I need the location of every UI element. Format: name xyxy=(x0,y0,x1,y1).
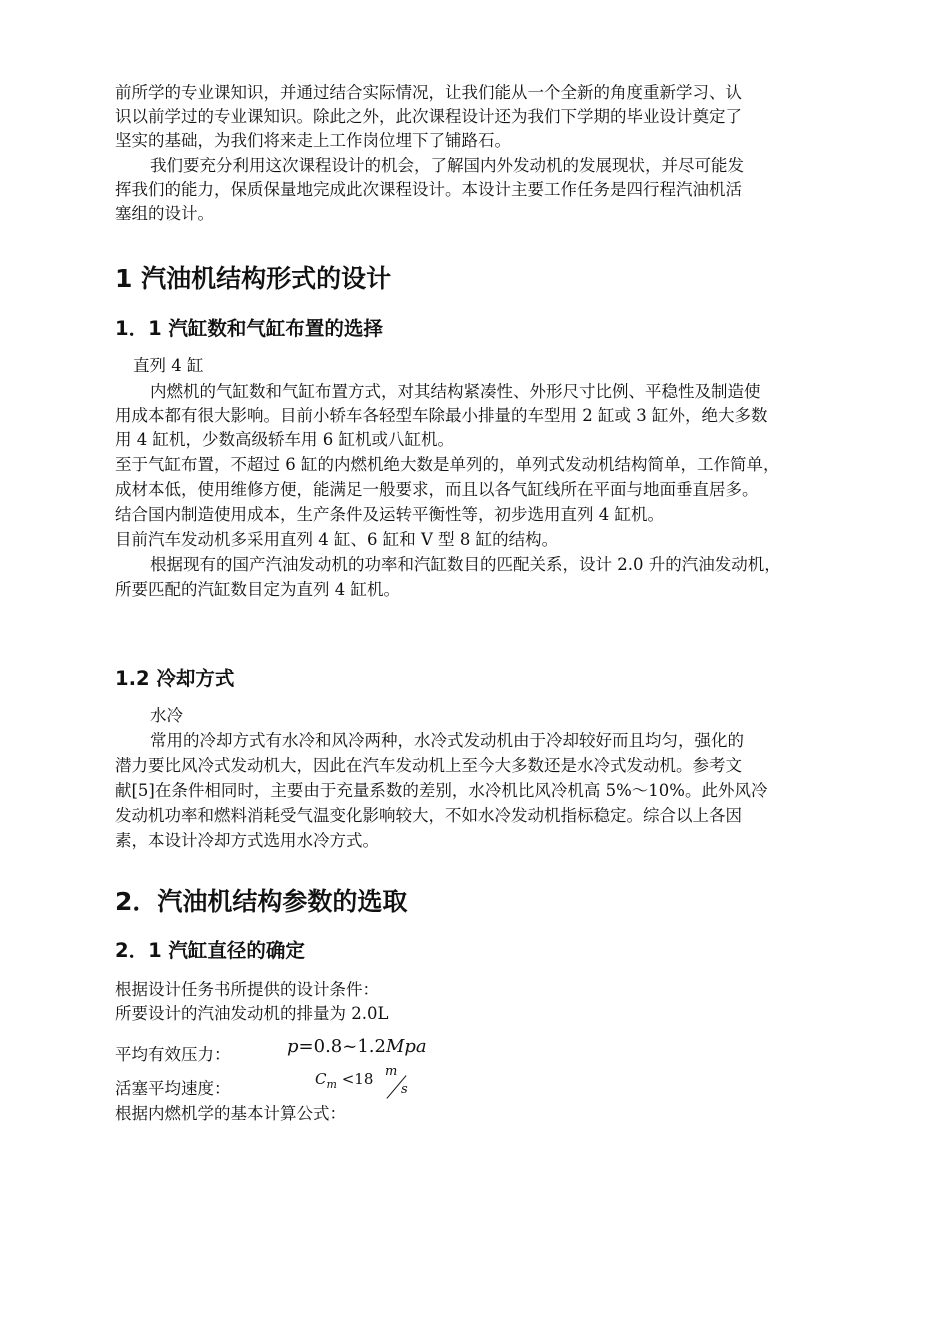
s11-line: 所要匹配的汽缸数目定为直列 4 缸机。 xyxy=(115,580,400,599)
s21-line: 根据设计任务书所提供的设计条件： xyxy=(115,980,379,999)
intro-line-1: 前所学的专业课知识，并通过结合实际情况，让我们能从一个全新的角度重新学习、认 xyxy=(115,83,742,102)
formula-num: m xyxy=(385,1064,398,1079)
s11-line: 结合国内制造使用成本，生产条件及运转平衡性等，初步选用直列 4 缸机。 xyxy=(115,505,664,524)
pressure-formula xyxy=(287,1036,427,1057)
intro-line-5: 挥我们的能力，保质保量地完成此次课程设计。本设计主要工作任务是四行程汽油机活 xyxy=(115,180,742,199)
formula-unit: Mpa xyxy=(385,1036,427,1057)
section-1-1-heading: 1．1 汽缸数和气缸布置的选择 xyxy=(115,317,383,340)
s11-line: 至于气缸布置，不超过 6 缸的内燃机绝大数是单列的，单列式发动机结构简单，工作简单， xyxy=(115,455,780,474)
section-2-heading: 2．汽油机结构参数的选取 xyxy=(115,887,408,916)
speed-label: 活塞平均速度： xyxy=(115,1079,231,1098)
intro-line-2: 识以前学过的专业课知识。除此之外，此次课程设计还为我们下学期的毕业设计奠定了 xyxy=(115,107,742,126)
s11-line: 内燃机的气缸数和气缸布置方式，对其结构紧凑性、外形尺寸比例、平稳性及制造使 xyxy=(150,382,761,401)
section-1-1-answer: 直列 4 缸 xyxy=(133,356,204,375)
formula-den: s xyxy=(401,1082,408,1097)
s12-line: 献[5]在条件相同时，主要由于充量系数的差别，水冷机比风冷机高 5%～10%。此外风冷 xyxy=(115,781,768,800)
s11-line: 成材本低，使用维修方便，能满足一般要求，而且以各气缸线所在平面与地面垂直居多。 xyxy=(115,480,759,499)
section-2-1-heading: 2．1 汽缸直径的确定 xyxy=(115,939,305,962)
s11-line: 根据现有的国产汽油发动机的功率和汽缸数目的匹配关系，设计 2.0 升的汽油发动机， xyxy=(150,555,781,574)
s12-line: 发动机功率和燃料消耗受气温变化影响较大，不如水冷发动机指标稳定。综合以上各因 xyxy=(115,806,742,825)
intro-line-4: 我们要充分利用这次课程设计的机会，了解国内外发动机的发展现状，并尽可能发 xyxy=(150,156,744,175)
s11-line: 用 4 缸机，少数高级轿车用 6 缸机或八缸机。 xyxy=(115,430,454,449)
s12-line: 常用的冷却方式有水冷和风冷两种，水冷式发动机由于冷却较好而且均匀，强化的 xyxy=(150,731,744,750)
s12-line: 素，本设计冷却方式选用水冷方式。 xyxy=(115,831,379,850)
s11-line: 用成本都有很大影响。目前小轿车各轻型车除最小排量的车型用 2 缸或 3 缸外，绝大多数 xyxy=(115,406,768,425)
s11-line: 目前汽车发动机多采用直列 4 缸、6 缸和 V 型 8 缸的结构。 xyxy=(115,530,559,549)
closing-line: 根据内燃机学的基本计算公式： xyxy=(115,1104,346,1123)
s12-line: 潜力要比风冷式发动机大，因此在汽车发动机上至今大多数还是水冷式发动机。参考文 xyxy=(115,756,742,775)
formula-var: C xyxy=(315,1070,327,1088)
speed-formula xyxy=(315,1064,425,1104)
s21-line: 所要设计的汽油发动机的排量为 2.0L xyxy=(115,1004,389,1023)
section-1-heading: 1 汽油机结构形式的设计 xyxy=(115,264,392,293)
formula-sub: m xyxy=(326,1078,337,1091)
intro-line-3: 坚实的基础，为我们将来走上工作岗位埋下了铺路石。 xyxy=(115,131,511,150)
formula-var: p xyxy=(287,1036,299,1057)
formula-op: < xyxy=(341,1070,355,1088)
formula-range: 0.8~1.2 xyxy=(313,1036,386,1057)
formula-value: 18 xyxy=(354,1070,374,1088)
formula-eq: = xyxy=(298,1036,314,1057)
section-1-2-heading: 1.2 冷却方式 xyxy=(115,667,235,690)
intro-line-6: 塞组的设计。 xyxy=(115,204,214,223)
section-1-2-answer: 水冷 xyxy=(150,706,183,725)
pressure-label: 平均有效压力： xyxy=(115,1045,231,1064)
